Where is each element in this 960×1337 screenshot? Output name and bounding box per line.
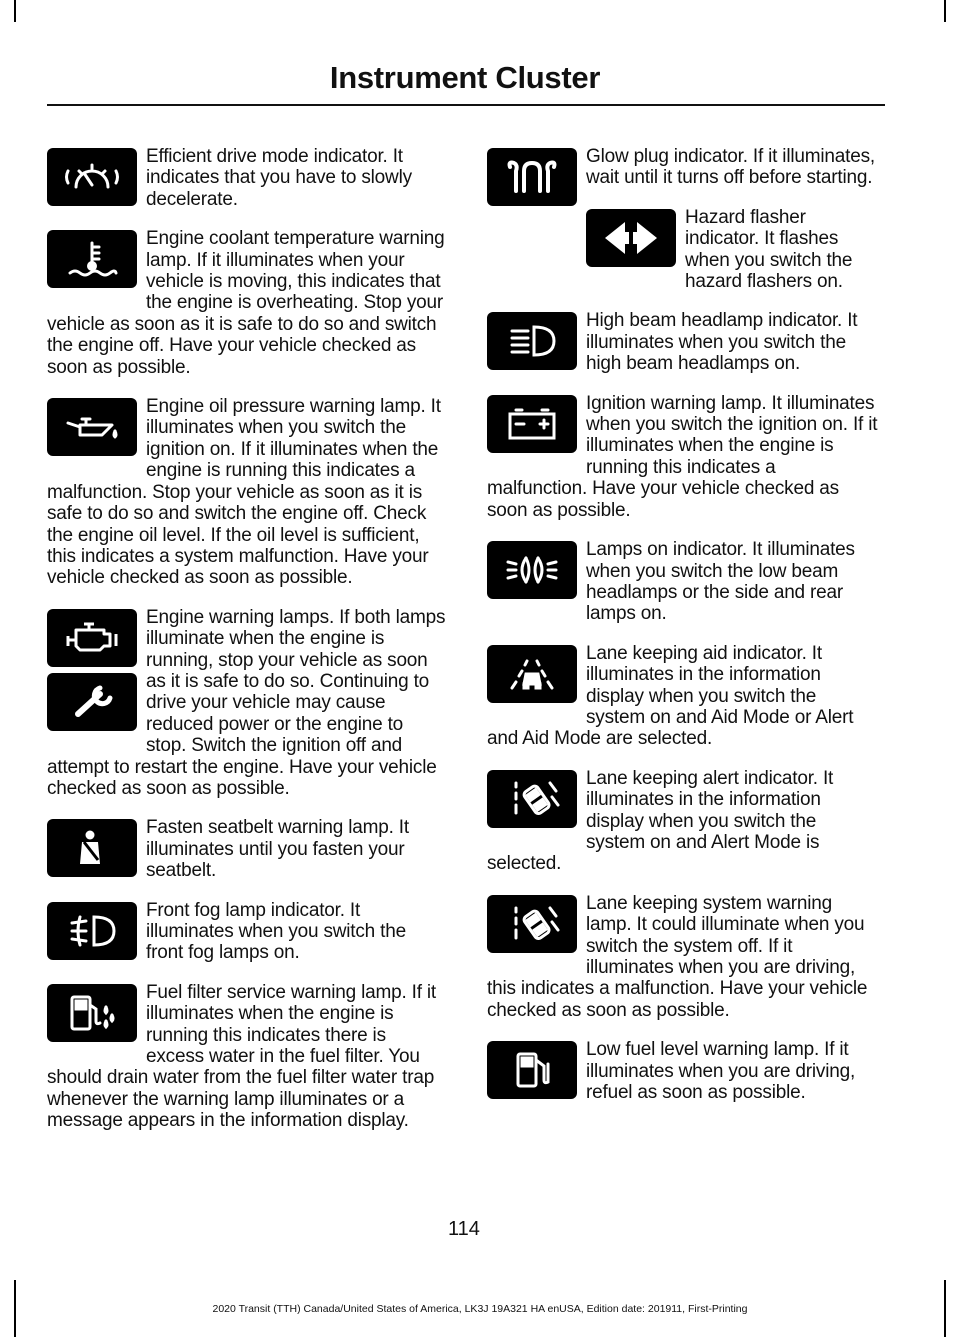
- entry-text: Fuel filter service warning lamp. If it illuminates when the engine is running this indicates there is excess water in the fuel filter. You should drain water from the fuel filter water trap whenever the warning lamp illuminates or a message appears in the information display.: [47, 981, 436, 1132]
- entry-text: High beam headlamp indicator. It illuminates when you switch the high beam headlamps on.: [586, 310, 858, 375]
- lamps-on-icon: [487, 541, 577, 599]
- glow-plug-icon: [487, 148, 577, 206]
- entry-lane-keeping-aid: [487, 643, 880, 750]
- entry-text: Lane keeping aid indicator. It illuminates in the information display when you switch the system on and Aid Mode or Alert and Aid Mode are selected.: [487, 642, 854, 750]
- entry-text: Front fog lamp indicator. It illuminates when you switch the front fog lamps on.: [146, 899, 406, 964]
- entry-front-fog-lamp: [47, 900, 447, 964]
- entry-efficient-drive: [47, 146, 447, 210]
- entry-lane-keeping-alert: [487, 768, 880, 875]
- entry-text: Ignition warning lamp. It illuminates when you switch the ignition on. If it illuminates when the engine is running this indicates a malfunction. Have your vehicle checked as soon as possible.: [487, 392, 878, 521]
- entry-text: Hazard flasher indicator. It flashes when you switch the hazard flashers on.: [685, 206, 853, 293]
- wrench-icon: [47, 673, 137, 731]
- entry-text: Fasten seatbelt warning lamp. It illuminates until you fasten your seatbelt.: [146, 817, 409, 882]
- efficient-drive-icon: [47, 148, 137, 206]
- entry-lane-keeping-warning: [487, 893, 880, 1021]
- entry-engine-warning: [47, 607, 447, 800]
- left-column: [47, 146, 447, 1132]
- lane-keeping-warning-icon: [487, 895, 577, 953]
- oil-pressure-icon: [47, 398, 137, 456]
- entry-text: Lane keeping alert indicator. It illuminates in the information display when you switch the system on and Alert Mode is selected.: [487, 767, 834, 875]
- entry-text: Glow plug indicator. If it illuminates, wait until it turns off before starting.: [586, 146, 875, 189]
- entry-text: Lamps on indicator. It illuminates when you switch the low beam headlamps or the side and rear lamps on.: [586, 539, 855, 625]
- front-fog-lamp-icon: [47, 902, 137, 960]
- fuel-filter-icon: [47, 984, 137, 1042]
- entry-text: Engine oil pressure warning lamp. It illuminates when you switch the ignition on. If it illuminates when the engine is running this indicates a malfunction. Stop your vehicle as soon as it is safe to do so and switch the engine off. Check the engine oil level. If the oil level is sufficient, this indicates a system malfunction. Have your vehicle checked as soon as possible.: [47, 396, 441, 589]
- entry-text: Low fuel level warning lamp. If it illuminates when you are driving, refuel as soon as possible.: [586, 1039, 856, 1104]
- entry-text: Efficient drive mode indicator. It indicates that you have to slowly decelerate.: [146, 146, 412, 210]
- right-column: [487, 146, 880, 1105]
- engine-icon: [47, 609, 137, 667]
- hazard-flasher-icon: [586, 209, 676, 267]
- entry-text: Engine warning lamps. If both lamps illuminate when the engine is running, stop your vehicle as soon as it is safe to do so. Continuing to drive your vehicle may cause reduced power or the engine to stop. Switch the ignition off and attempt to restart the engine. Have your vehicle checked as soon as possible.: [47, 606, 446, 799]
- lane-keeping-aid-icon: [487, 645, 577, 703]
- entry-glow-plug: [487, 146, 880, 189]
- entry-text: Lane keeping system warning lamp. It could illuminate when you switch the system off. If it illuminates when you are driving, this indicates a malfunction. Have your vehicle checked as soon as possible.: [487, 892, 868, 1021]
- entry-coolant-temperature: [47, 228, 447, 378]
- header-rule: [47, 104, 885, 106]
- entry-oil-pressure: [47, 396, 447, 589]
- footer-text: 2020 Transit (TTH) Canada/United States of America, LK3J 19A321 HA enUSA, Edition date: 201911, First-Printing: [212, 1303, 748, 1315]
- entry-lamps-on: [487, 539, 880, 625]
- crop-mark: [14, 0, 16, 22]
- crop-mark: [944, 0, 946, 22]
- entry-text: Engine coolant temperature warning lamp. If it illuminates when your vehicle is moving, this indicates that the engine is overheating. Stop your vehicle as soon as it is safe to do so and switch the engine off. Have your vehicle checked as soon as possible.: [47, 228, 445, 378]
- entry-seatbelt: [47, 817, 447, 881]
- seatbelt-icon: [47, 819, 137, 877]
- entry-low-fuel: [487, 1039, 880, 1103]
- coolant-temperature-icon: [47, 230, 137, 288]
- page-number: 114: [448, 1218, 480, 1240]
- page-title: Instrument Cluster: [329, 60, 601, 95]
- high-beam-icon: [487, 312, 577, 370]
- entry-high-beam: [487, 310, 880, 374]
- entry-fuel-filter: [47, 982, 447, 1132]
- entry-hazard-flasher: [487, 207, 880, 293]
- low-fuel-icon: [487, 1041, 577, 1099]
- battery-icon: [487, 395, 577, 453]
- lane-keeping-alert-icon: [487, 770, 577, 828]
- entry-ignition-warning: [487, 393, 880, 521]
